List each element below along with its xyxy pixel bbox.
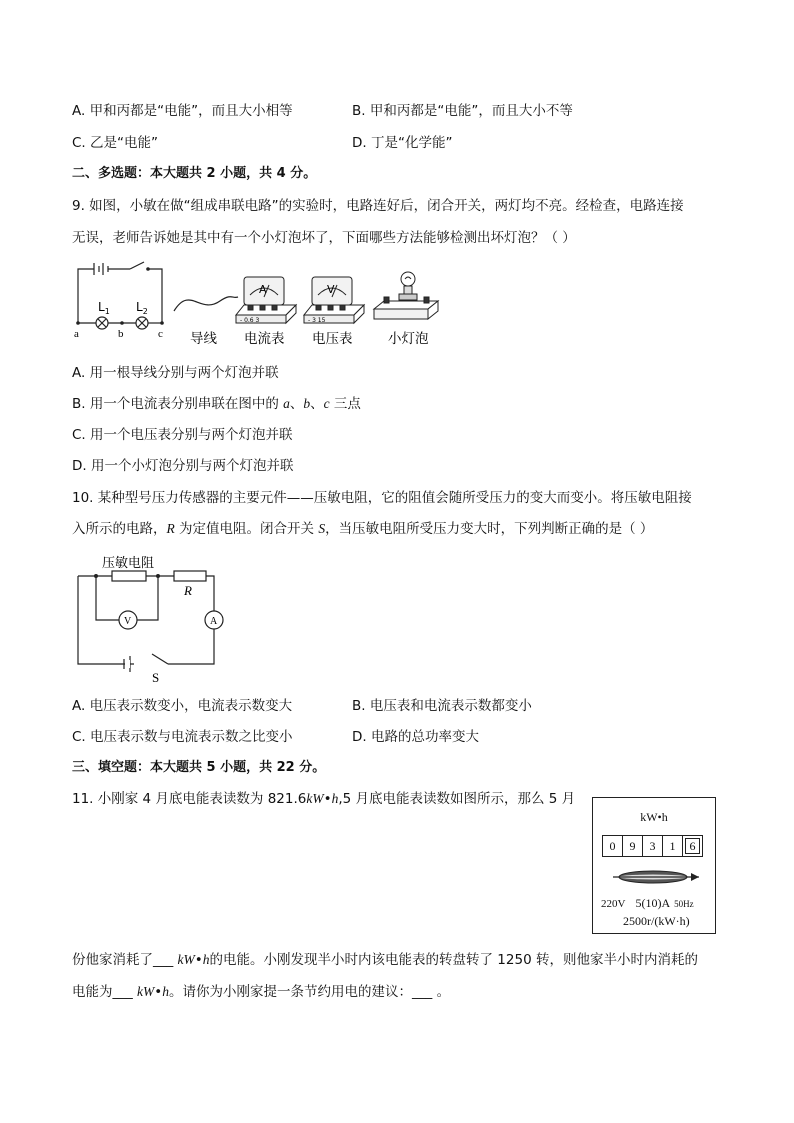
q8-option-b: B. 甲和丙都是“电能”，而且大小不等: [352, 103, 573, 119]
series-circuit-diagram: [78, 262, 162, 329]
q10-stem-line1: 10. 某种型号压力传感器的主要元件——压敏电阻，它的阻值会随所受压力的变大而变小。将压敏电阻接: [72, 490, 692, 506]
lamp2-label: $L_2$: [136, 300, 148, 316]
meter-digit: 9: [622, 835, 643, 857]
fixed-resistor-label: R: [184, 583, 192, 598]
label-wire: 导线: [190, 331, 217, 347]
q9-option-d: D. 用一个小灯泡分别与两个灯泡并联: [72, 458, 294, 474]
q11-stem-line1: 11. 小刚家 4 月底电能表读数为 821.6kW•h,5 月底电能表读数如图所示，那么 5 月: [72, 791, 576, 807]
switch-label: S: [152, 670, 160, 684]
meter-digit: 3: [642, 835, 663, 857]
meter-ratings: 220V 5(10)A 50Hz: [601, 896, 694, 910]
voltmeter-scale-label: - 3 15: [308, 317, 326, 324]
section2-heading: 二、多选题：本大题共 2 小题，共 4 分。: [72, 166, 317, 181]
q9-option-a: A. 用一根导线分别与两个灯泡并联: [72, 365, 279, 381]
lamp1-label: $L_1$: [98, 300, 110, 316]
q10-option-d: D. 电路的总功率变大: [352, 729, 479, 745]
q9-stem-line2: 无误，老师告诉她是其中有一个小灯泡坏了，下面哪些方法能够检测出坏灯泡？（ ）: [72, 230, 576, 246]
meter-disc-arrow: [607, 866, 705, 888]
answer-blank-3[interactable]: ___: [412, 984, 433, 1000]
q10-option-b: B. 电压表和电流表示数都变小: [352, 698, 532, 714]
label-ammeter: 电流表: [244, 331, 285, 347]
bulb-holder-illustration: [374, 272, 438, 319]
q10-circuit-diagram: [72, 550, 232, 684]
q10-option-a: A. 电压表示数变小，电流表示数变大: [72, 698, 293, 714]
q8-option-c: C. 乙是“电能”: [72, 135, 158, 151]
answer-blank-2[interactable]: ___: [112, 984, 133, 1000]
point-c-label: c: [158, 328, 163, 340]
q10-option-c: C. 电压表示数与电流表示数之比变小: [72, 729, 293, 745]
voltmeter-symbol: V: [327, 283, 335, 296]
meter-digit: 1: [662, 835, 683, 857]
q11-stem-line3: 电能为___ kW•h。请你为小刚家提一条节约用电的建议：___ 。: [72, 984, 451, 1000]
wire-illustration: [174, 297, 238, 311]
answer-blank-1[interactable]: ___: [153, 952, 174, 968]
meter-unit: kW•h: [640, 810, 668, 824]
q9-option-c: C. 用一个电压表分别与两个灯泡并联: [72, 427, 293, 443]
ammeter-symbol: A: [259, 283, 267, 296]
ammeter-scale-label: - 0.6 3: [240, 317, 260, 324]
q9-figure: [72, 255, 452, 353]
label-voltmeter: 电压表: [312, 331, 353, 347]
ammeter-letter: A: [210, 616, 218, 627]
meter-digit-decimal: 6: [682, 835, 703, 857]
q9-stem-line1: 9. 如图，小敏在做“组成串联电路”的实验时，电路连好后，闭合开关，两灯均不亮。经检查，电路连接: [72, 198, 684, 214]
voltmeter-letter: V: [124, 616, 132, 627]
electricity-meter: [592, 797, 716, 934]
section3-heading: 三、填空题：本大题共 5 小题，共 22 分。: [72, 760, 326, 775]
q8-option-d: D. 丁是“化学能”: [352, 135, 453, 151]
q10-stem-line2: 入所示的电路，R 为定值电阻。闭合开关 S，当压敏电阻所受压力变大时，下列判断正确的是（ ）: [72, 521, 654, 537]
q8-option-a: A. 甲和丙都是“电能”，而且大小相等: [72, 103, 293, 119]
label-bulb: 小灯泡: [388, 331, 429, 347]
pressure-resistor-label: 压敏电阻: [102, 556, 155, 571]
meter-digit: 0: [602, 835, 623, 857]
point-a-label: a: [74, 328, 79, 340]
q11-stem-line2: 份他家消耗了___ kW•h的电能。小刚发现半小时内该电能表的转盘转了 1250 转，则他家半小时内消耗的: [72, 952, 698, 968]
meter-constant: 2500r/(kW·h): [623, 914, 690, 928]
q9-option-b: B. 用一个电流表分别串联在图中的 a、b、c 三点: [72, 396, 361, 412]
meter-digit-row: [603, 835, 703, 857]
point-b-label: b: [118, 328, 124, 340]
